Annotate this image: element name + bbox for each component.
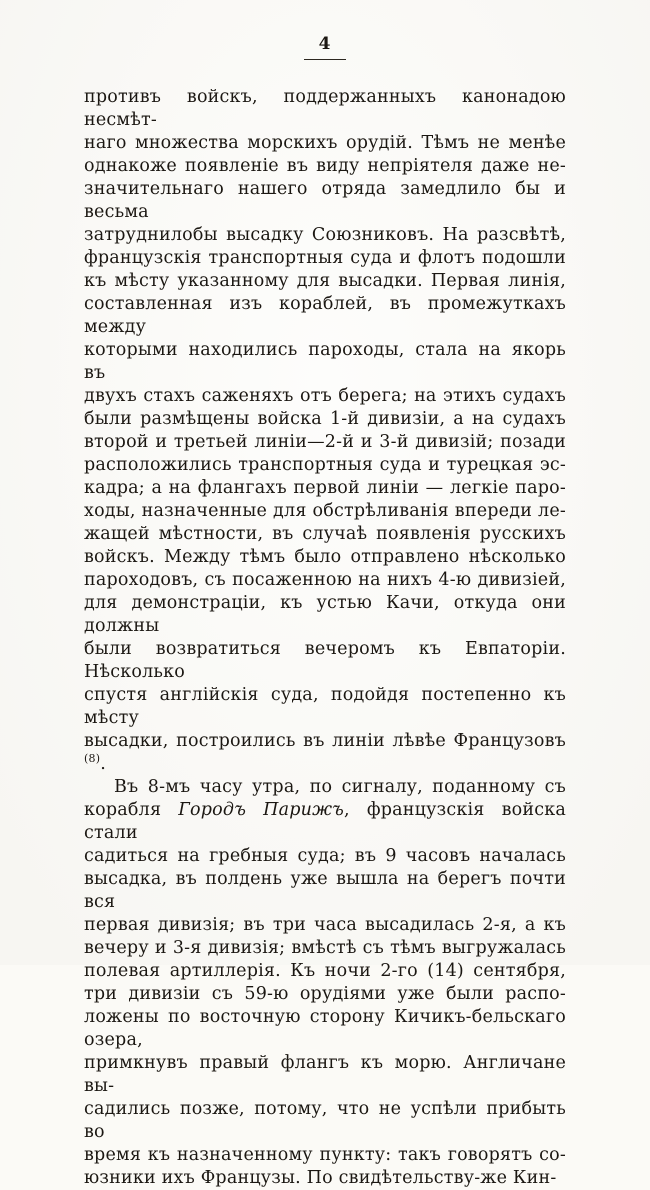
text-segment: первая дивизія; въ три часа высадилась 2-я, а къ [84,915,566,935]
text-line [84,178,566,224]
text-line [84,730,566,776]
text-line [84,569,566,592]
text-line [84,776,566,799]
text-segment: были размѣщены войска 1-й дивизіи, а на судахъ [84,409,566,429]
text-segment: затруднилобы высадку Союзниковъ. На разсвѣтѣ, [84,225,566,245]
text-line [84,868,566,914]
text-line [84,408,566,431]
text-line [84,1144,566,1167]
text-segment: Въ 8-мъ часу утра, по сигналу, поданному съ [114,777,566,797]
text-segment: кадра; а на флангахъ первой линіи — легкіе паро- [84,478,566,498]
text-line [84,1006,566,1052]
text-line [84,638,566,684]
text-line [84,684,566,730]
text-line [84,132,566,155]
text-segment: садились позже, потому, что не успѣли прибыть во [84,1099,566,1142]
text-segment: юзники ихъ Французы. По свидѣтельству-же Кин- [84,1168,557,1188]
text-line [84,592,566,638]
text-segment: которыми находились пароходы, стала на якорь въ [84,340,566,383]
text-segment: время къ назначенному пункту: такъ говорятъ со- [84,1145,566,1165]
text-line [84,983,566,1006]
text-line [84,431,566,454]
text-segment: спустя англійскія суда, подойдя постепенно къ мѣсту [84,685,566,728]
text-line [84,960,566,983]
text-segment: составленная изъ кораблей, въ промежуткахъ между [84,294,566,337]
ship-name-italic: Городъ Парижъ [178,800,345,820]
text-line [84,270,566,293]
page-header [0,34,650,60]
text-segment: . [100,754,106,774]
text-segment: три дивизіи съ 59-ю орудіями уже были распо- [84,984,566,1004]
text-line [84,224,566,247]
text-segment: полевая артиллерія. Къ ночи 2-го (14) сентября, [84,961,566,981]
text-segment: вечеру и 3-я дивизія; вмѣстѣ съ тѣмъ выгружалась [84,938,566,958]
text-segment: пароходовъ, съ посаженною на нихъ 4-ю дивизіей, [84,570,566,590]
text-segment: войскъ. Между тѣмъ было отправлено нѣсколько [84,547,566,567]
text-segment: примкнувъ правый флангъ къ морю. Англичане вы- [84,1053,566,1096]
text-segment: были возвратиться вечеромъ къ Евпаторіи. Нѣсколько [84,639,566,682]
text-line [84,454,566,477]
text-line [84,247,566,270]
text-segment: садиться на гребныя суда; въ 9 часовъ началась [84,846,566,866]
text-segment: противъ войскъ, поддержанныхъ канонадою несмѣт- [84,87,566,130]
text-line [84,523,566,546]
text-segment: расположились транспортныя суда и турецкая эс- [84,455,566,475]
text-segment: ложены по восточную сторону Кичикъ-бельскаго озера, [84,1007,566,1050]
text-segment: второй и третьей линіи—2-й и 3-й дивизій; позади [84,432,566,452]
page-number-rule [304,59,346,60]
text-segment: для демонстраціи, къ устью Качи, откуда они должны [84,593,566,636]
text-line [84,914,566,937]
text-segment: корабля [84,800,179,820]
page-body [84,86,566,1190]
paragraph [84,86,566,776]
text-segment: , французскія войска стали [84,800,566,843]
text-segment: значительнаго нашего отряда замедлило бы и весьма [84,179,566,222]
text-line [84,293,566,339]
text-segment: жащей мѣстности, въ случаѣ появленія русскихъ [84,524,566,544]
text-segment: высадки, построились въ линіи лѣвѣе Французовъ [84,731,566,751]
text-line [84,500,566,523]
text-segment: двухъ стахъ саженяхъ отъ берега; на этихъ судахъ [84,386,566,406]
text-line [84,1167,566,1190]
text-segment: высадка, въ полдень уже вышла на берегъ почти вся [84,869,566,912]
paragraph [84,776,566,1190]
text-line [84,845,566,868]
text-line [84,155,566,178]
page-number: 4 [318,34,332,54]
footnote-ref: (8) [84,752,101,766]
text-segment: ходы, назначенные для обстрѣливанія впереди ле- [84,501,566,521]
text-line [84,477,566,500]
text-segment: однакоже появленіе въ виду непріятеля даже не- [84,156,566,176]
text-segment: французскія транспортныя суда и флотъ подошли [84,248,566,268]
text-line [84,799,566,845]
text-line [84,1098,566,1144]
text-line [84,937,566,960]
text-line [84,546,566,569]
text-line [84,1052,566,1098]
text-line [84,86,566,132]
text-segment: наго множества морскихъ орудій. Тѣмъ не менѣе [84,133,566,153]
text-segment: къ мѣсту указанному для высадки. Первая линія, [84,271,566,291]
text-line [84,339,566,385]
text-line [84,385,566,408]
